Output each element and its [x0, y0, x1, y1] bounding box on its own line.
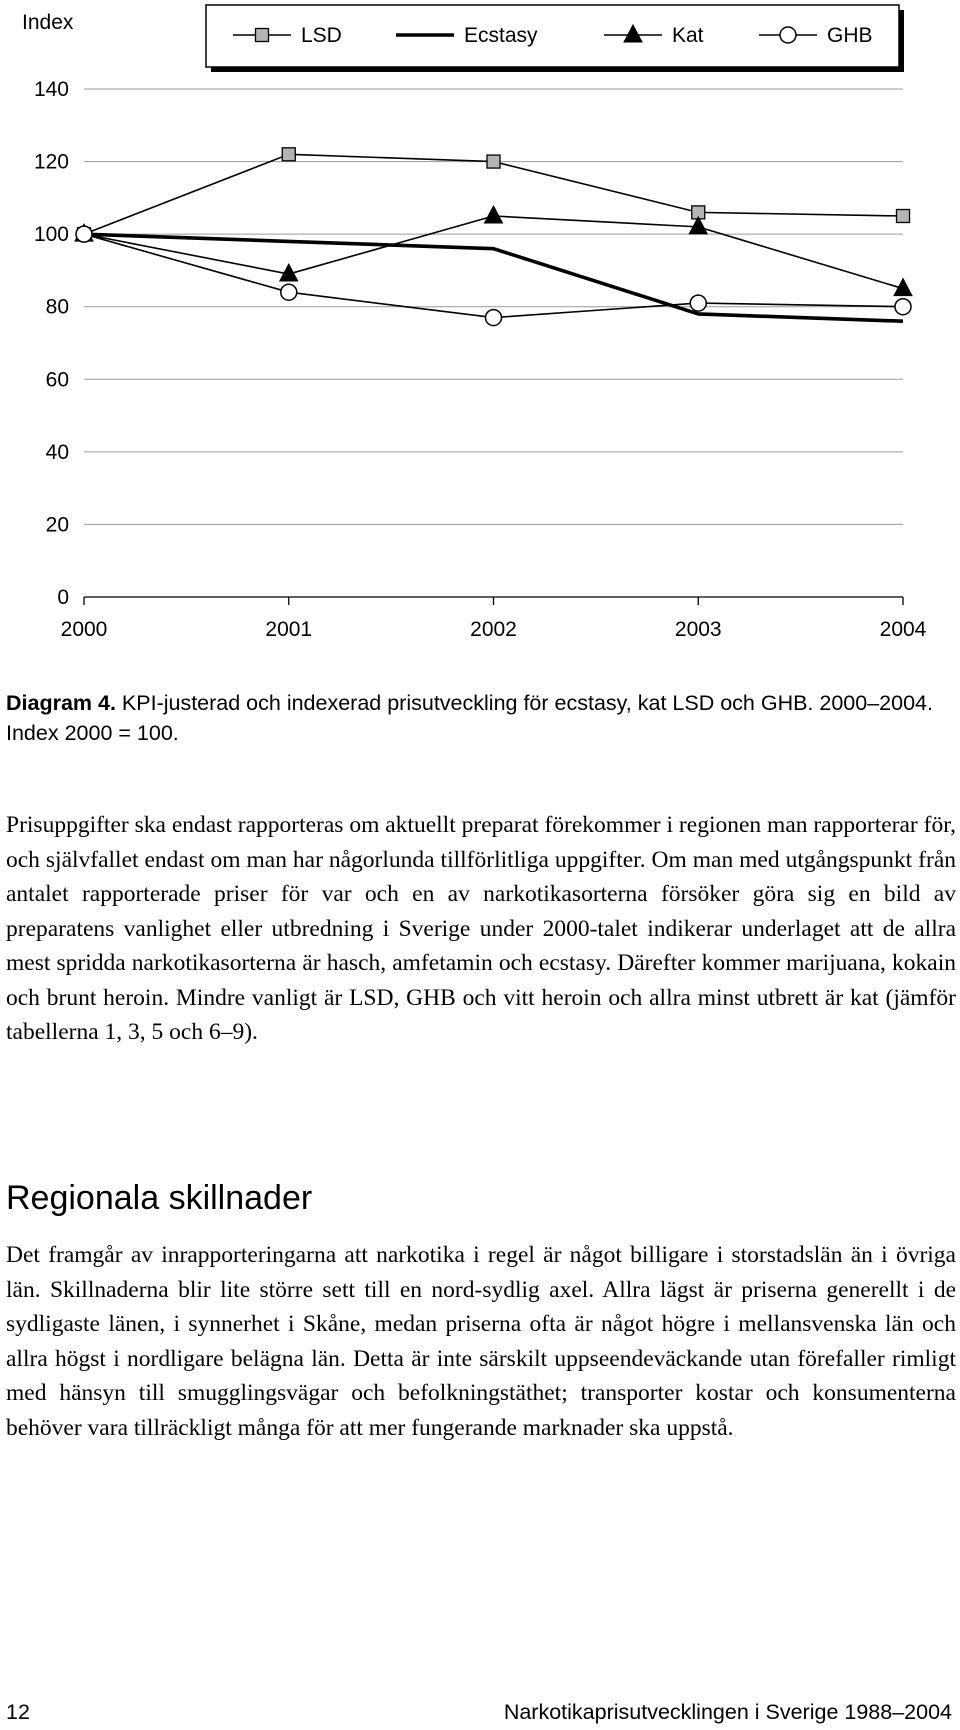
x-tick-label-2003: 2003 [674, 618, 722, 641]
y-tick-label-100: 100 [33, 223, 69, 247]
legend-label-kat: Kat [672, 24, 704, 47]
section-heading: Regionala skillnader [6, 1179, 313, 1217]
y-tick-label-40: 40 [45, 440, 69, 464]
legend-label-ecstasy: Ecstasy [464, 24, 538, 47]
point-lsd-2001 [282, 148, 295, 161]
page-number: 12 [6, 1700, 30, 1724]
series-line-ecstasy [84, 234, 903, 321]
point-ghb-2004 [895, 299, 911, 315]
gridlines [84, 89, 903, 524]
footer-title: Narkotikaprisutvecklingen i Sverige 1988–2004 [503, 1700, 952, 1724]
legend-marker-ghb [780, 27, 796, 43]
x-tick-label-2000: 2000 [60, 618, 108, 641]
legend [206, 5, 904, 72]
y-tick-label-0: 0 [57, 586, 69, 609]
series-line-ghb [84, 234, 903, 317]
axes [22, 11, 927, 641]
legend-label-ghb: GHB [827, 24, 873, 47]
caption-label: Diagram 4. [6, 691, 116, 715]
x-tick-label-2004: 2004 [879, 618, 927, 641]
caption-text: KPI-justerad och indexerad prisutveckling för ecstasy, kat LSD och GHB. 2000–2004. Index 2000 = 100. [6, 691, 933, 745]
point-ghb-2002 [486, 310, 502, 326]
y-tick-label-80: 80 [45, 295, 69, 319]
y-tick-label-120: 120 [33, 150, 69, 174]
legend-label-lsd: LSD [301, 24, 342, 47]
y-tick-label-60: 60 [45, 368, 69, 392]
body-paragraph-2: Det framgår av inrapporteringarna att narkotika i regel är något billigare i storstadslän än i övriga län. Skillnaderna blir lite större sett till en nord-sydlig axel. Allra lägst är priserna generellt i de sydligaste länen, i synnerhet i Skåne, medan priserna ofta är något högre i mellansvenska län och allra högst i nordligare belägna län. Detta är inte särskilt uppseendeväckande utan förefaller rimligt med hänsyn till smugglingsvägar och befolkningstäthet; transporter kostar och konsumenterna behöver vara tillräckligt många för att mer fungerande marknader ska uppstå. [6, 1242, 956, 1441]
x-tick-label-2001: 2001 [265, 618, 313, 641]
y-axis-label: Index [22, 11, 74, 34]
point-ghb-2001 [281, 284, 297, 300]
series-line-kat [84, 216, 903, 289]
x-tick-label-2002: 2002 [470, 618, 517, 641]
y-tick-label-20: 20 [45, 513, 69, 537]
point-ghb-2003 [690, 295, 706, 311]
point-lsd-2004 [897, 210, 910, 223]
line-chart [0, 0, 960, 660]
chart-canvas [0, 0, 960, 660]
y-tick-label-140: 140 [33, 78, 69, 101]
legend-marker-lsd [256, 29, 269, 42]
point-ghb-2000 [76, 226, 92, 242]
point-lsd-2002 [487, 155, 500, 168]
body-paragraph-1: Prisuppgifter ska endast rapporteras om aktuellt preparat förekommer i regionen man rapporterar för, och självfallet endast om man har någorlunda tillförlitliga uppgifter. Om man med utgångspunkt från antalet rapporterade priser för var och en av narkotikasorterna försöker göra sig en bild av preparatens vanlighet eller utbredning i Sverige under 2000-talet indikerar underlaget att de allra mest spridda narkotikasorterna är hasch, amfetamin och ecstasy. Därefter kommer marijuana, kokain och brunt heroin. Mindre vanligt är LSD, GHB och vitt heroin och allra minst utbrett är kat (jämför tabellerna 1, 3, 5 och 6–9). [6, 812, 956, 1045]
point-kat-2002 [485, 206, 503, 223]
figure-caption [6, 688, 954, 748]
series-lines [84, 154, 903, 321]
